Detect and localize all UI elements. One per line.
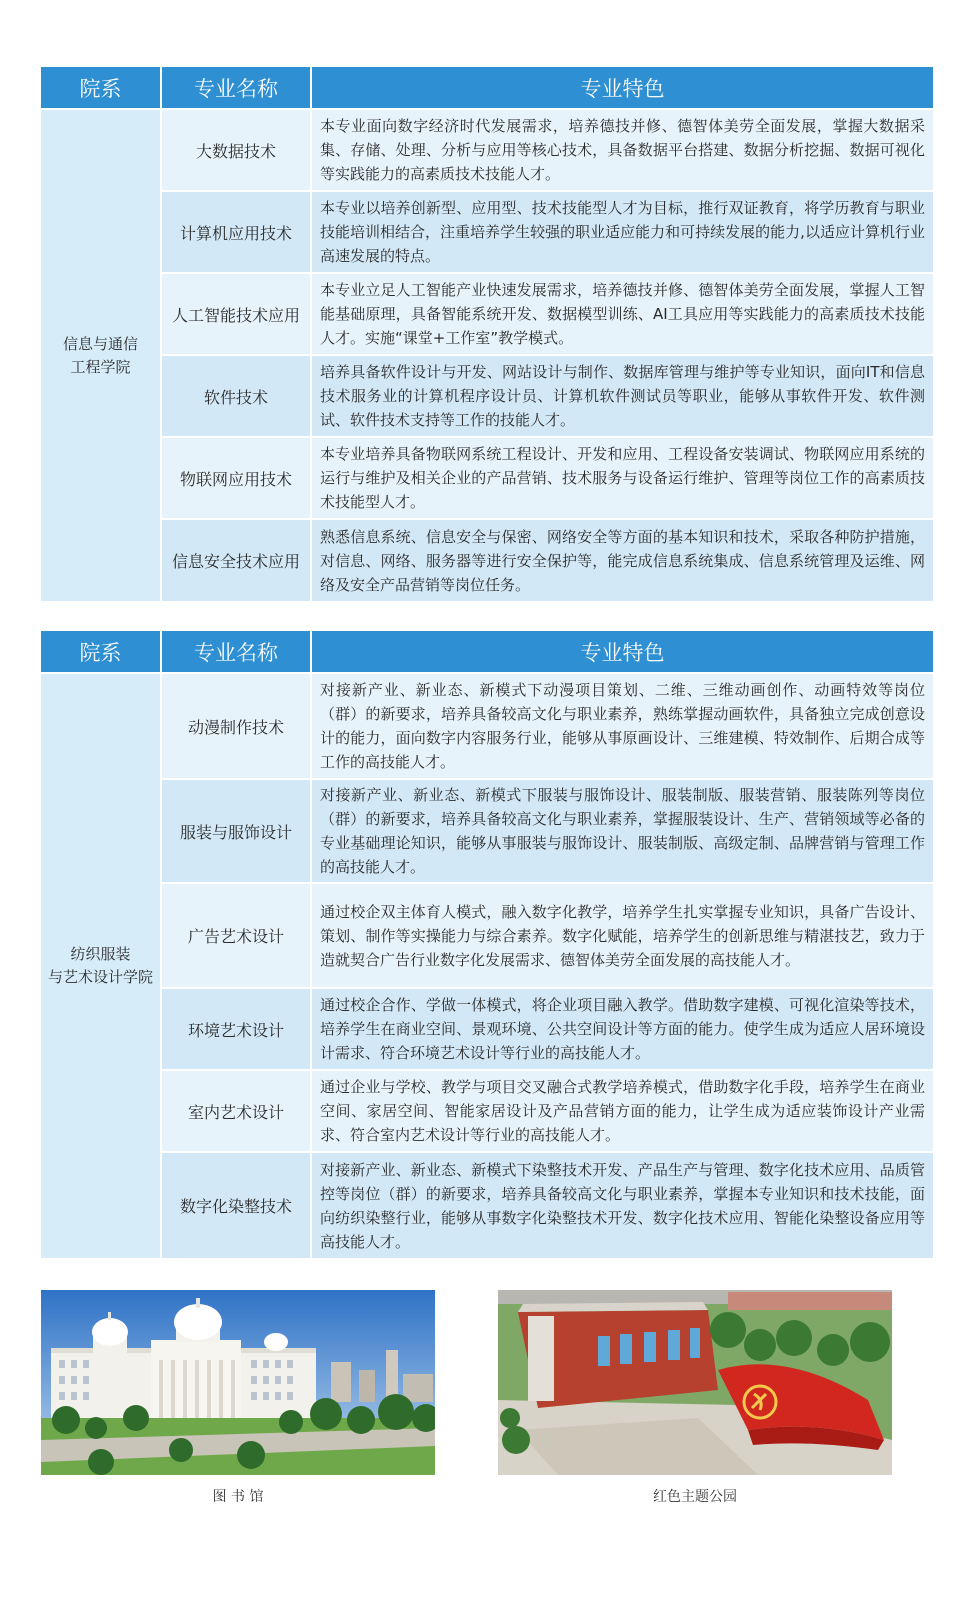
major-name: 广告艺术设计 [161,883,311,988]
major-feature: 熟悉信息系统、信息安全与保密、网络安全等方面的基本知识和技术，采取各种防护措施，对信息、网络、服务器等进行安全保护等，能完成信息系统集成、信息系统管理及运维、网络及安全产品营销等岗位任务。 [311,519,933,601]
major-feature: 通过校企合作、学做一体模式，将企业项目融入教学。借助数字建模、可视化渲染等技术，培养学生在商业空间、景观环境、公共空间设计等方面的能力。使学生成为适应人居环境设计需求、符合环境艺术设计等行业的高技能人才。 [311,988,933,1070]
header-dept: 院系 [41,631,161,673]
major-name: 室内艺术设计 [161,1070,311,1152]
major-name: 人工智能技术应用 [161,273,311,355]
table-row [41,273,933,355]
majors-table-info [41,67,933,601]
table-header-row [41,631,933,673]
major-name: 大数据技术 [161,109,311,191]
major-name: 信息安全技术应用 [161,519,311,601]
major-name: 服装与服饰设计 [161,779,311,883]
table-row [41,109,933,191]
dept-name: 纺织服装 与艺术设计学院 [47,945,153,986]
major-feature: 本专业以培养创新型、应用型、技术技能型人才为目标，推行双证教育，将学历教育与职业技能培训相结合，注重培养学生较强的职业适应能力和可持续发展的能力,以适应计算机行业高速发展的特点。 [311,191,933,273]
table-row [41,191,933,273]
table-header-row [41,67,933,109]
major-feature: 对接新产业、新业态、新模式下动漫项目策划、二维、三维动画创作、动画特效等岗位（群）的新要求，培养具备较高文化与职业素养，熟练掌握动画软件，具备独立完成创意设计的能力，面向数字内容服务行业，能够从事原画设计、三维建模、特效制作、后期合成等工作的高技能人才。 [311,673,933,779]
major-feature: 对接新产业、新业态、新模式下服装与服饰设计、服装制版、服装营销、服装陈列等岗位（群）的新要求，培养具备较高文化与职业素养，掌握服装设计、生产、营销领域等必备的专业基础理论知识，能够从事服装与服饰设计、服装制版、高级定制、品牌营销与管理工作的高技能人才。 [311,779,933,883]
table-row [41,779,933,883]
major-feature: 培养具备软件设计与开发、网站设计与制作、数据库管理与维护等专业知识，面向IT和信息技术服务业的计算机程序设计员、计算机软件测试员等职业，能够从事软件开发、软件测试、软件技术支持等工作的技能人才。 [311,355,933,437]
major-feature: 本专业培养具备物联网系统工程设计、开发和应用、工程设备安装调试、物联网应用系统的运行与维护及相关企业的产品营销、技术服务与设备运行维护、管理等岗位工作的高素质技术技能型人才。 [311,437,933,519]
major-feature: 本专业立足人工智能产业快速发展需求，培养德技并修、德智体美劳全面发展，掌握人工智能基础原理，具备智能系统开发、数据模型训练、AI工具应用等实践能力的高素质技术技能人才。实施“课堂+工作室”教学模式。 [311,273,933,355]
major-feature: 对接新产业、新业态、新模式下染整技术开发、产品生产与管理、数字化技术应用、品质管控等岗位（群）的新要求，培养具备较高文化与职业素养，掌握本专业知识和技术技能，面向纺织染整行业，能够从事数字化染整技术开发、数字化技术应用、智能化染整设备应用等高技能人才。 [311,1152,933,1258]
majors-table-textile [41,631,933,1258]
major-name: 动漫制作技术 [161,673,311,779]
park-caption: 红色主题公园 [653,1489,737,1505]
header-feature: 专业特色 [311,67,933,109]
park-illustration [498,1290,892,1475]
header-feature: 专业特色 [311,631,933,673]
library-illustration [41,1290,435,1475]
header-dept: 院系 [41,67,161,109]
library-caption: 图 书 馆 [212,1489,264,1505]
table-row [41,1070,933,1152]
major-feature: 本专业面向数字经济时代发展需求，培养德技并修、德智体美劳全面发展，掌握大数据采集、存储、处理、分析与应用等核心技术，具备数据平台搭建、数据分析挖掘、数据可视化等实践能力的高素质技术技能人才。 [311,109,933,191]
table-row [41,437,933,519]
major-feature: 通过校企双主体育人模式，融入数字化教学，培养学生扎实掌握专业知识，具备广告设计、策划、制作等实操能力与综合素养。数字化赋能，培养学生的创新思维与精湛技艺，致力于造就契合广告行业数字化发展需求、德智体美劳全面发展的高技能人才。 [311,883,933,988]
dept-cell [41,673,161,1258]
park-photo [498,1290,892,1475]
table-row [41,519,933,601]
table-row [41,988,933,1070]
major-name: 软件技术 [161,355,311,437]
major-name: 环境艺术设计 [161,988,311,1070]
library-photo [41,1290,435,1475]
table-row [41,355,933,437]
table-row [41,1152,933,1258]
table-row [41,883,933,988]
major-name: 物联网应用技术 [161,437,311,519]
dept-cell [41,109,161,601]
dept-name: 信息与通信 工程学院 [62,334,138,376]
header-major: 专业名称 [161,67,311,109]
major-name: 计算机应用技术 [161,191,311,273]
header-major: 专业名称 [161,631,311,673]
major-name: 数字化染整技术 [161,1152,311,1258]
major-feature: 通过企业与学校、教学与项目交叉融合式教学培养模式，借助数字化手段，培养学生在商业空间、家居空间、智能家居设计及产品营销方面的能力，让学生成为适应装饰设计产业需求、符合室内艺术设计等行业的高技能人才。 [311,1070,933,1152]
table-row [41,673,933,779]
